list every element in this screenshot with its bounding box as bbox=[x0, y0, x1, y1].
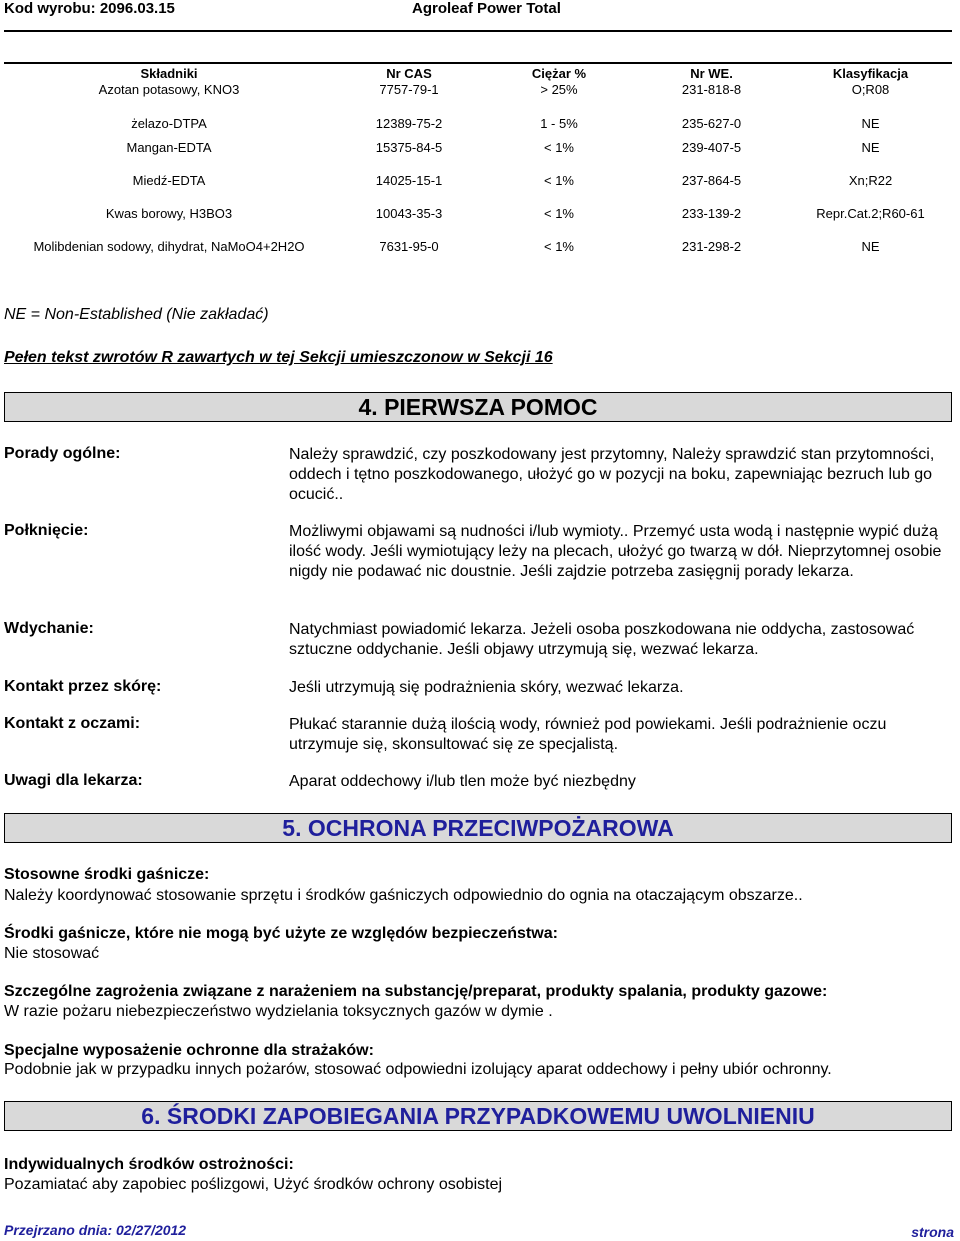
table-cell: 12389-75-2 bbox=[375, 116, 443, 131]
first-aid-label-general: Porady ogólne: bbox=[4, 445, 121, 462]
first-aid-label-ingestion: Połknięcie: bbox=[4, 522, 89, 539]
table-cell: 235-627-0 bbox=[681, 116, 742, 131]
table-cell: Repr.Cat.2;R60-61 bbox=[816, 206, 925, 221]
first-aid-label-inhalation: Wdychanie: bbox=[4, 620, 94, 637]
table-row bbox=[4, 102, 952, 140]
table-cell: Azotan potasowy, KNO3 bbox=[98, 82, 240, 97]
first-aid-text-ingestion: Możliwymi objawami są nudności i/lub wymioty.. Przemyć usta wodą i następnie wypić dużą ilość wody. Jeśli wymiotujący leży na plecach, ułożyć go twarzą w dół. Nieprzytomnej osobie nigdy nie podawać nic doustnie. Jeśli zajdzie potrzeba zasięgnij porady lekarza. bbox=[289, 523, 942, 580]
column-header: Nr CAS bbox=[334, 63, 484, 82]
table-cell: 7757-79-1 bbox=[379, 82, 439, 97]
first-aid-text-physician: Aparat oddechowy i/lub tlen może być niezbędny bbox=[289, 773, 636, 790]
first-aid-text-inhalation: Natychmiast powiadomić lekarza. Jeżeli osoba poszkodowana nie oddycha, zastosować sztuczne oddychanie. Jeśli objawy utrzymują się, wezwać lekarza. bbox=[289, 621, 915, 658]
table-row bbox=[4, 140, 952, 173]
fire-heading-protective-equipment: Specjalne wyposażenie ochronne dla strażaków: bbox=[4, 1042, 374, 1059]
first-aid-text-general: Należy sprawdzić, czy poszkodowany jest przytomny, Należy sprawdzić stan przytomności, oddech i tętno poszkodowanego, ułożyć go w pozycji na boku, zapewniając bezruch lub go ocucić.. bbox=[289, 446, 935, 503]
column-header: Nr WE. bbox=[634, 63, 789, 82]
table-cell: NE bbox=[861, 140, 880, 155]
first-aid-label-skin: Kontakt przez skórę: bbox=[4, 678, 162, 695]
fire-heading-special-hazards: Szczególne zagrożenia związane z narażeniem na substancję/preparat, produkty spalania, produkty gazowe: bbox=[4, 983, 828, 1000]
first-aid-text-eyes: Płukać starannie dużą ilością wody, również pod powiekami. Jeśli podrażnienie oczu utrzymuje się, skonsultować się ze specjalistą. bbox=[289, 716, 887, 753]
first-aid-text-skin: Jeśli utrzymują się podrażnienia skóry, wezwać lekarza. bbox=[289, 679, 684, 696]
table-cell: > 25% bbox=[540, 82, 578, 97]
fire-text-suitable-media: Należy koordynować stosowanie sprzętu i środków gaśniczych odpowiednio do ognia na otaczającym obszarze.. bbox=[4, 887, 803, 904]
section-5-title: 5. OCHRONA PRZECIWPOŻAROWA bbox=[4, 813, 952, 843]
table-cell: 14025-15-1 bbox=[375, 173, 443, 188]
fire-heading-suitable-media: Stosowne środki gaśnicze: bbox=[4, 866, 210, 883]
table-row bbox=[4, 239, 952, 272]
r-phrases-note: Pełen tekst zwrotów R zawartych w tej Sekcji umieszczonow w Sekcji 16 bbox=[4, 349, 553, 366]
table-row bbox=[4, 82, 952, 102]
fire-text-unsuitable-media: Nie stosować bbox=[4, 945, 100, 962]
table-cell: < 1% bbox=[544, 140, 574, 155]
table-cell: 239-407-5 bbox=[681, 140, 742, 155]
fire-heading-unsuitable-media: Środki gaśnicze, które nie mogą być użyte ze względów bezpieczeństwa: bbox=[4, 925, 558, 942]
table-cell: Kwas borowy, H3BO3 bbox=[105, 206, 233, 221]
composition-table bbox=[4, 62, 952, 272]
table-cell: żelazo-DTPA bbox=[131, 116, 207, 131]
table-header-row bbox=[4, 63, 952, 82]
ne-abbreviation-note: NE = Non-Established (Nie zakładać) bbox=[4, 306, 269, 323]
revision-date: Przejrzano dnia: 02/27/2012 bbox=[4, 1222, 187, 1238]
table-cell: 10043-35-3 bbox=[375, 206, 443, 221]
release-text-personal-precautions: Pozamiatać aby zapobiec poślizgowi, Użyć środków ochrony osobistej bbox=[4, 1176, 503, 1193]
table-cell: 15375-84-5 bbox=[375, 140, 443, 155]
table-cell: Mangan-EDTA bbox=[126, 140, 212, 155]
table-cell: Miedź-EDTA bbox=[132, 173, 206, 188]
column-header: Ciężar % bbox=[484, 63, 634, 82]
section-4-title: 4. PIERWSZA POMOC bbox=[4, 392, 952, 422]
table-cell: 1 - 5% bbox=[540, 116, 578, 131]
table-cell: 231-818-8 bbox=[681, 82, 742, 97]
release-heading-personal-precautions: Indywidualnych środków ostrożności: bbox=[4, 1156, 294, 1173]
column-header: Klasyfikacja bbox=[789, 63, 952, 82]
table-cell: 7631-95-0 bbox=[379, 239, 439, 254]
table-cell: < 1% bbox=[544, 173, 574, 188]
document-header bbox=[4, 0, 952, 32]
table-cell: 237-864-5 bbox=[681, 173, 742, 188]
table-cell: < 1% bbox=[544, 206, 574, 221]
table-cell: O;R08 bbox=[851, 82, 890, 97]
table-cell: Molibdenian sodowy, dihydrat, NaMoO4+2H2O bbox=[33, 239, 305, 254]
first-aid-label-physician: Uwagi dla lekarza: bbox=[4, 772, 143, 789]
fire-text-special-hazards: W razie pożaru niebezpieczeństwo wydzielania toksycznych gazów w dymie . bbox=[4, 1003, 553, 1020]
page-label: strona bbox=[911, 1224, 954, 1240]
table-cell: NE bbox=[861, 116, 880, 131]
table-cell: < 1% bbox=[544, 239, 574, 254]
column-header: Składniki bbox=[4, 63, 334, 82]
product-code: Kod wyrobu: 2096.03.15 bbox=[4, 0, 175, 17]
first-aid-label-eyes: Kontakt z oczami: bbox=[4, 715, 141, 732]
fire-text-protective-equipment: Podobnie jak w przypadku innych pożarów, stosować odpowiedni izolujący aparat oddechowy i pełny ubiór ochronny. bbox=[4, 1061, 832, 1078]
product-name: Agroleaf Power Total bbox=[412, 0, 561, 17]
table-cell: NE bbox=[861, 239, 880, 254]
table-cell: Xn;R22 bbox=[848, 173, 893, 188]
table-cell: 231-298-2 bbox=[681, 239, 742, 254]
section-6-title: 6. ŚRODKI ZAPOBIEGANIA PRZYPADKOWEMU UWOLNIENIU bbox=[4, 1101, 952, 1131]
table-row bbox=[4, 206, 952, 239]
table-cell: 233-139-2 bbox=[681, 206, 742, 221]
table-row bbox=[4, 173, 952, 206]
